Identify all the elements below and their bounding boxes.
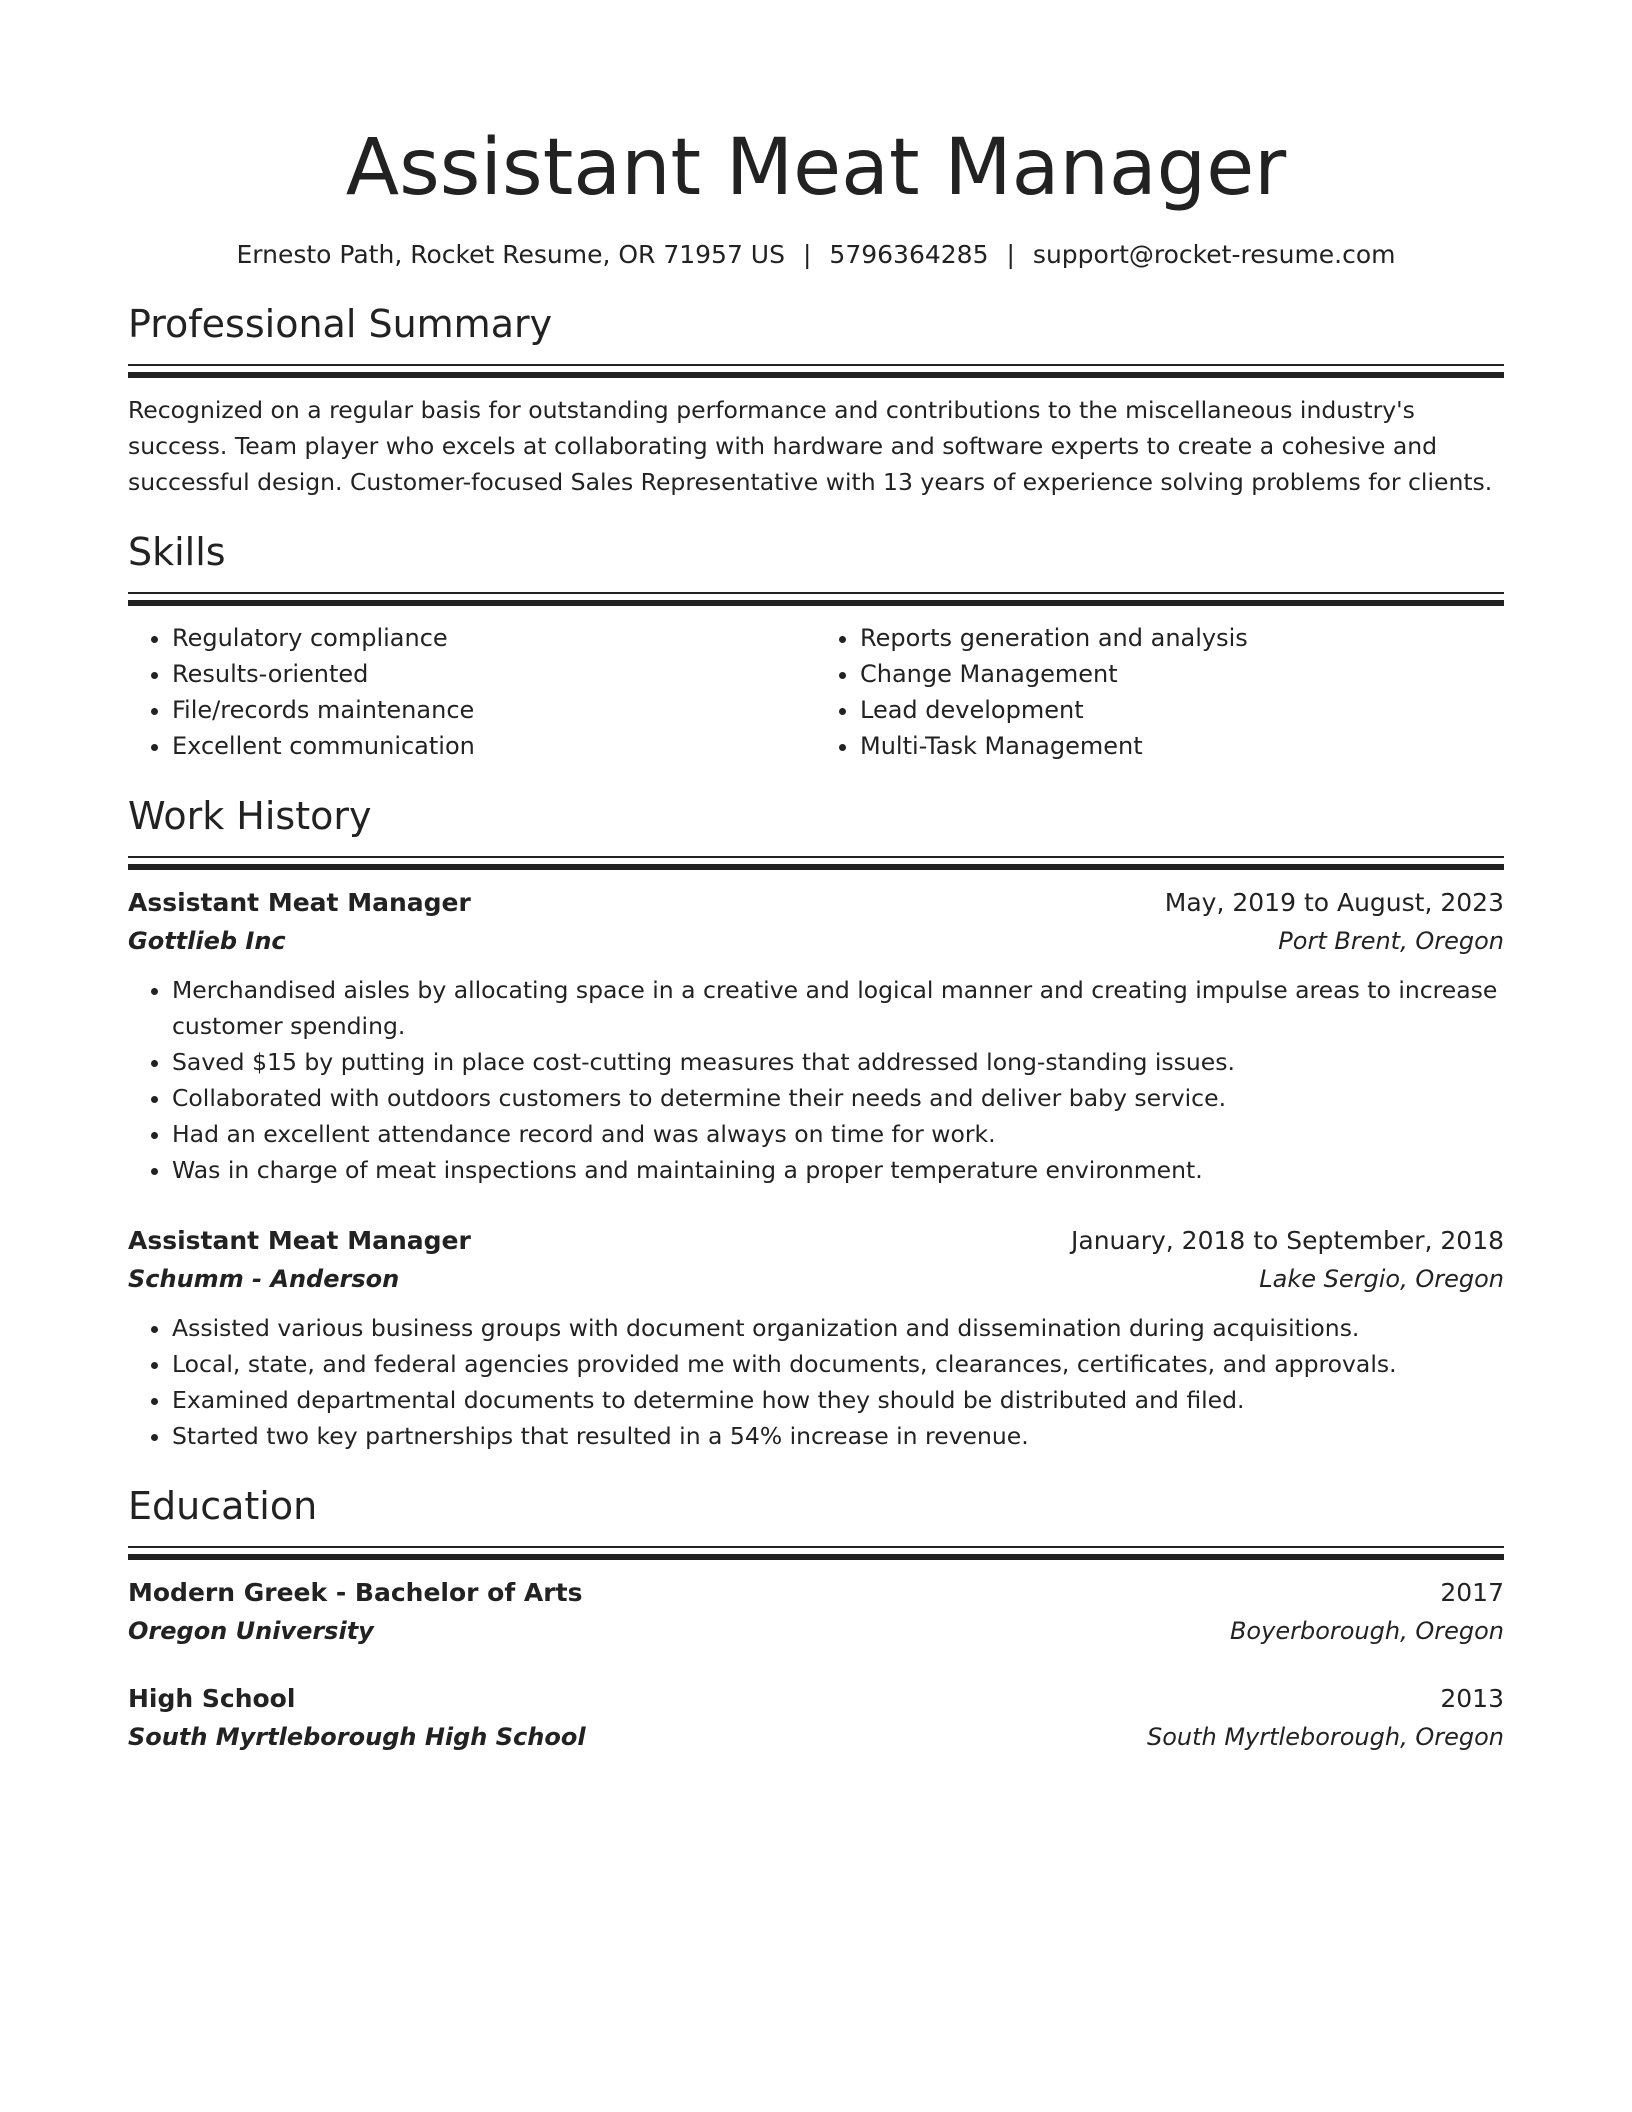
job-dates: May, 2019 to August, 2023 [1164,888,1504,917]
job-bullet: • Examined departmental documents to determine how they should be distributed and filed. [172,1382,1504,1418]
skill-item: • Results-oriented [172,656,816,692]
job-company-row [128,922,1504,960]
job-company: Gottlieb Inc [128,927,286,955]
work-history-section [128,792,1504,1454]
job-entry [128,884,1504,1188]
education-year: 2013 [1440,1684,1504,1713]
section-divider-thin [128,592,1504,594]
skill-item: • Reports generation and analysis [860,620,1504,656]
job-location: Lake Sergio, Oregon [1259,1265,1504,1293]
section-divider-thin [128,1546,1504,1548]
section-divider-thick [128,372,1504,378]
skills-section [128,528,1504,764]
skill-item: • Change Management [860,656,1504,692]
skills-list-left [128,620,816,764]
education-degree: High School [128,1684,296,1713]
section-divider-thin [128,856,1504,858]
contact-separator: | [802,240,812,269]
education-header-row [128,1680,1504,1718]
skill-item: • Excellent communication [172,728,816,764]
section-title-work: Work History [128,794,372,838]
section-title-education: Education [128,1484,318,1528]
job-bullet: • Assisted various business groups with document organization and dissemination during acquisitions. [172,1310,1504,1346]
section-divider-thick [128,1554,1504,1560]
education-year: 2017 [1440,1578,1504,1607]
skill-item: • Lead development [860,692,1504,728]
job-location: Port Brent, Oregon [1278,927,1504,955]
resume-title: Assistant Meat Manager [345,123,1287,213]
section-divider-thick [128,864,1504,870]
section-divider-thin [128,364,1504,366]
job-bullets [128,972,1504,1188]
education-school: South Myrtleborough High School [128,1723,586,1751]
contact-line [128,238,1504,272]
job-company: Schumm - Anderson [128,1265,400,1293]
job-company-row [128,1260,1504,1298]
skills-columns [128,620,1504,764]
job-header-row [128,884,1504,922]
job-entry [128,1222,1504,1454]
education-school-row [128,1612,1504,1650]
summary-text: Recognized on a regular basis for outstanding performance and contributions to the miscellaneous industry's success. Team player who excels at collaborating with hardware and software experts to create a cohesive and successful design. Customer-focused Sales Representative with 13 years of experience solving problems for clients. [128,396,1493,496]
education-school: Oregon University [128,1617,374,1645]
education-location: Boyerborough, Oregon [1229,1617,1504,1645]
job-header-row [128,1222,1504,1260]
job-bullet: • Local, state, and federal agencies provided me with documents, clearances, certificates, and approvals. [172,1346,1504,1382]
skill-item: • File/records maintenance [172,692,816,728]
section-title-skills: Skills [128,530,226,574]
skill-item: • Multi-Task Management [860,728,1504,764]
skill-item: • Regulatory compliance [172,620,816,656]
job-bullet: • Started two key partnerships that resulted in a 54% increase in revenue. [172,1418,1504,1454]
contact-separator: | [1006,240,1015,269]
contact-email: support@rocket-resume.com [1032,240,1396,269]
section-divider-thick [128,600,1504,606]
job-title: Assistant Meat Manager [128,1226,471,1255]
education-section [128,1482,1504,1756]
contact-phone: 5796364285 [829,240,989,269]
job-bullet: • Collaborated with outdoors customers to determine their needs and deliver baby service. [172,1080,1504,1116]
section-title-summary: Professional Summary [128,302,553,346]
education-school-row [128,1718,1504,1756]
job-bullet: • Saved $15 by putting in place cost-cutting measures that addressed long-standing issues. [172,1044,1504,1080]
education-entry [128,1680,1504,1756]
education-entry [128,1574,1504,1650]
education-header-row [128,1574,1504,1612]
job-dates: January, 2018 to September, 2018 [1071,1226,1504,1255]
resume-page [128,0,1504,1756]
contact-address: Ernesto Path, Rocket Resume, OR 71957 US [236,240,785,269]
job-bullet: • Had an excellent attendance record and was always on time for work. [172,1116,1504,1152]
education-location: South Myrtleborough, Oregon [1146,1723,1504,1751]
job-bullet: • Merchandised aisles by allocating space in a creative and logical manner and creating impulse areas to increase customer spending. [172,972,1504,1044]
job-bullets [128,1310,1504,1454]
education-degree: Modern Greek - Bachelor of Arts [128,1578,583,1607]
job-title: Assistant Meat Manager [128,888,471,917]
job-bullet: • Was in charge of meat inspections and maintaining a proper temperature environment. [172,1152,1504,1188]
summary-section [128,300,1504,500]
skills-list-right [816,620,1504,764]
